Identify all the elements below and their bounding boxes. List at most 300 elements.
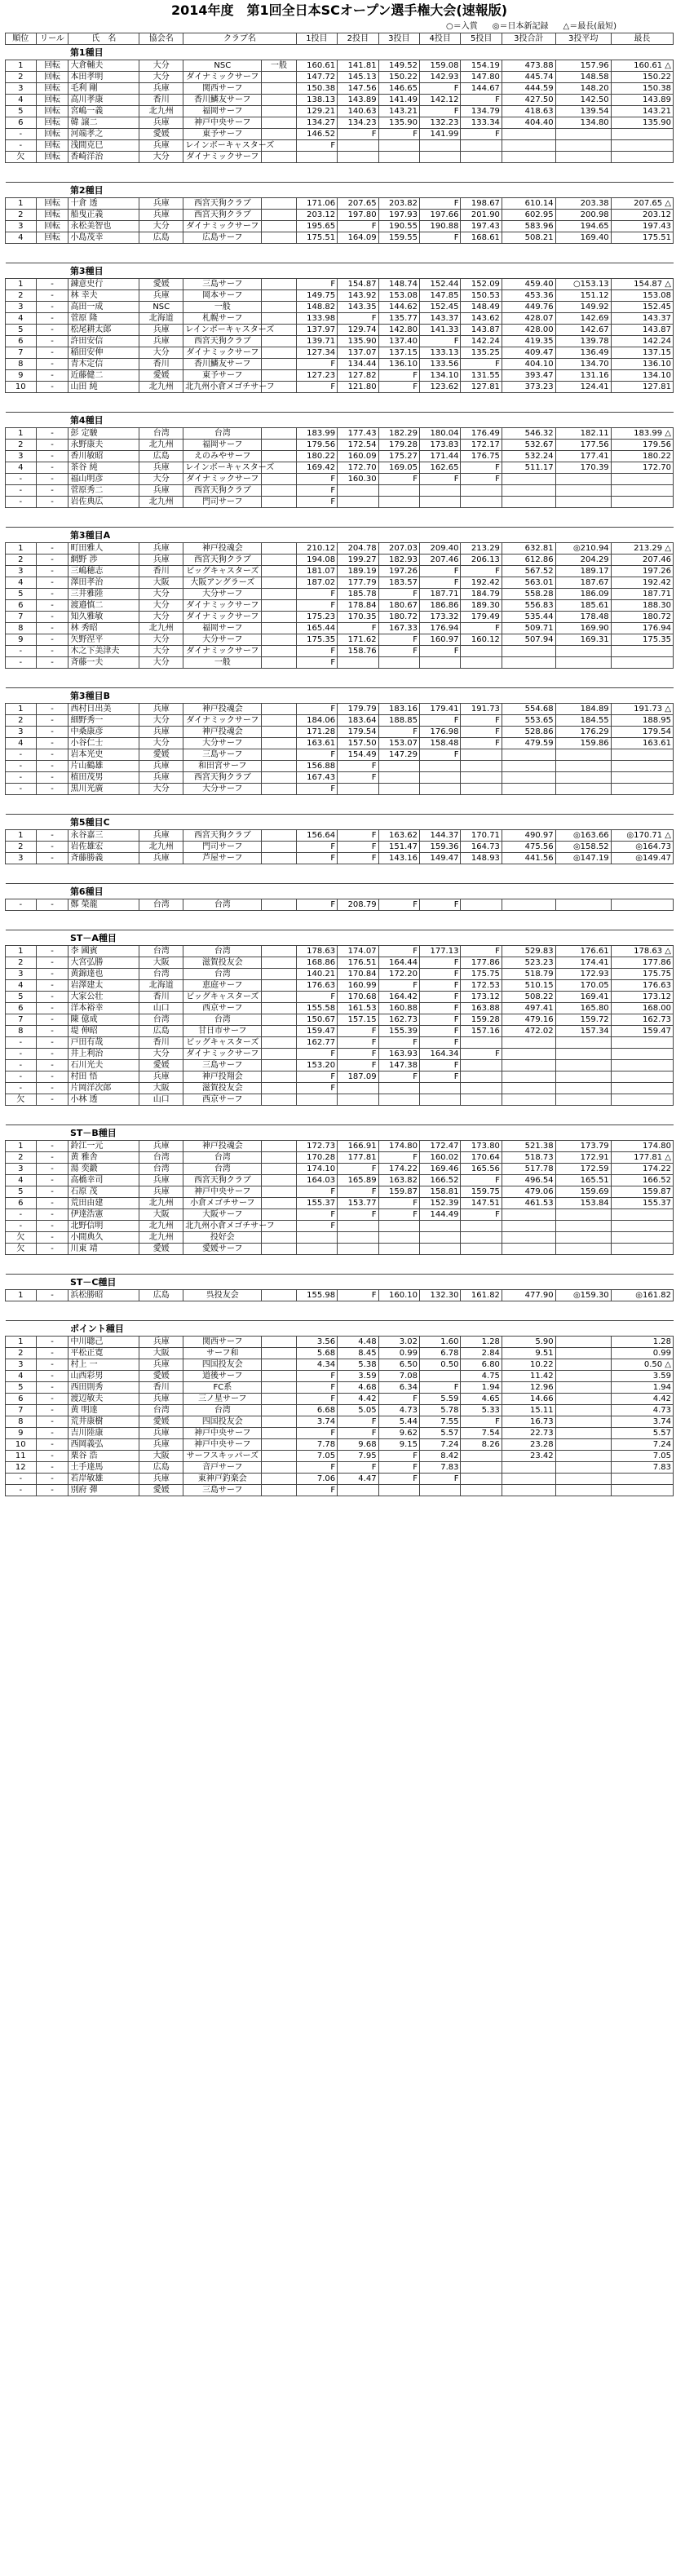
cell-col-11: 472.02 [502, 1026, 555, 1037]
cell-col-2: 河端孝之 [68, 129, 139, 140]
cell-col-1: - [36, 1405, 68, 1416]
cell-col-11 [502, 474, 555, 485]
cell-col-9: 132.23 [420, 117, 461, 129]
cell-col-7 [338, 485, 378, 497]
cell-col-5 [262, 1094, 296, 1106]
cell-col-10: 163.88 [461, 1003, 502, 1014]
cell-col-5 [262, 1060, 296, 1071]
cell-col-13: 166.52 [611, 1175, 673, 1186]
cell-col-9: 133.13 [420, 347, 461, 359]
cell-col-0: 1 [6, 198, 37, 210]
cell-col-9: F [420, 1382, 461, 1394]
cell-col-0: 1 [6, 1141, 37, 1152]
cell-col-9: 5.78 [420, 1405, 461, 1416]
cell-col-7: 4.47 [338, 1474, 378, 1485]
section-gap [6, 163, 674, 183]
cell-col-7: F [338, 842, 378, 853]
cell-col-10: F [461, 1209, 502, 1221]
cell-col-7: 174.07 [338, 946, 378, 957]
section-gap-cell [6, 911, 674, 930]
cell-col-7: 160.99 [338, 980, 378, 992]
cell-col-11: 602.95 [502, 210, 555, 221]
cell-col-2: 青木定信 [68, 359, 139, 370]
section-gap [6, 911, 674, 930]
header-average: 3投平均 [555, 33, 611, 45]
cell-col-5 [262, 72, 296, 83]
cell-col-1: - [36, 899, 68, 911]
cell-col-8: 172.20 [378, 969, 419, 980]
cell-col-6: F [296, 784, 337, 795]
cell-col-13: 162.73 [611, 1014, 673, 1026]
cell-col-12: 131.16 [555, 370, 611, 382]
cell-col-13: 163.61 [611, 738, 673, 749]
legend [5, 21, 674, 33]
cell-col-7 [338, 1485, 378, 1496]
cell-col-5 [262, 1186, 296, 1198]
cell-col-6: 146.52 [296, 129, 337, 140]
cell-col-6: F [296, 497, 337, 508]
cell-col-1: - [36, 1244, 68, 1255]
cell-col-11: 497.41 [502, 1003, 555, 1014]
cell-col-9: F [420, 1060, 461, 1071]
cell-col-3: 北九州 [139, 440, 183, 451]
cell-col-6: F [296, 589, 337, 600]
cell-col-2: 井上利治 [68, 1049, 139, 1060]
cell-col-6: 169.42 [296, 462, 337, 474]
section-header-spacer [6, 263, 68, 279]
cell-col-2: 黄錦達也 [68, 969, 139, 980]
cell-col-11: 459.40 [502, 279, 555, 290]
cell-col-5 [262, 727, 296, 738]
cell-col-5 [262, 623, 296, 634]
cell-col-6: 163.61 [296, 738, 337, 749]
cell-col-13 [611, 474, 673, 485]
cell-col-5 [262, 1026, 296, 1037]
cell-col-0: 欠 [6, 1094, 37, 1106]
cell-col-8: 183.57 [378, 577, 419, 589]
cell-col-5 [262, 1382, 296, 1394]
table-row [6, 451, 674, 462]
cell-col-12 [555, 1416, 611, 1428]
cell-col-12: 170.39 [555, 462, 611, 474]
cell-col-13 [611, 1474, 673, 1485]
cell-col-1: - [36, 1382, 68, 1394]
cell-col-1: - [36, 842, 68, 853]
cell-col-7: 135.90 [338, 336, 378, 347]
header-assoc: 協会名 [139, 33, 183, 45]
cell-col-10: F [461, 462, 502, 474]
cell-col-0: 2 [6, 72, 37, 83]
cell-col-5 [262, 957, 296, 969]
cell-col-3: 台湾 [139, 946, 183, 957]
cell-col-9: 152.45 [420, 302, 461, 313]
cell-col-10 [461, 1071, 502, 1083]
cell-col-1: - [36, 1060, 68, 1071]
cell-col-9: 7.83 [420, 1462, 461, 1474]
cell-col-12: 184.55 [555, 715, 611, 727]
cell-col-4: 台湾 [183, 1152, 262, 1164]
cell-col-13: 203.12 [611, 210, 673, 221]
table-row [6, 646, 674, 657]
cell-col-4: 神戸投魂会 [183, 704, 262, 715]
cell-col-12: 139.78 [555, 336, 611, 347]
section-title: ポイント種目 [68, 1321, 674, 1337]
cell-col-9 [420, 152, 461, 163]
cell-col-10: 165.56 [461, 1164, 502, 1175]
cell-col-3: 大分 [139, 221, 183, 232]
cell-col-10: 161.82 [461, 1290, 502, 1301]
cell-col-4: 門司サーフ [183, 842, 262, 853]
cell-col-9: 144.37 [420, 830, 461, 842]
cell-col-6: 127.23 [296, 370, 337, 382]
cell-col-3: 兵庫 [139, 1474, 183, 1485]
cell-col-5 [262, 1428, 296, 1439]
cell-col-11: 22.73 [502, 1428, 555, 1439]
cell-col-8: 142.80 [378, 325, 419, 336]
cell-col-13: 135.90 [611, 117, 673, 129]
cell-col-8: F [378, 1209, 419, 1221]
cell-col-3: 大阪 [139, 1451, 183, 1462]
cell-col-9: 143.37 [420, 313, 461, 325]
table-row [6, 325, 674, 336]
cell-col-1: - [36, 325, 68, 336]
table-row [6, 727, 674, 738]
cell-col-2: 浜松勝昭 [68, 1290, 139, 1301]
cell-col-11: 479.16 [502, 1014, 555, 1026]
cell-col-8 [378, 784, 419, 795]
cell-col-9 [420, 657, 461, 669]
cell-col-0: 1 [6, 1337, 37, 1348]
cell-col-13: 134.10 [611, 370, 673, 382]
cell-col-5 [262, 784, 296, 795]
cell-col-10: 173.80 [461, 1141, 502, 1152]
cell-col-4: 東予サーフ [183, 370, 262, 382]
cell-col-10: 1.28 [461, 1337, 502, 1348]
cell-col-5 [262, 359, 296, 370]
cell-col-8: 153.07 [378, 738, 419, 749]
cell-col-12: 142.67 [555, 325, 611, 336]
cell-col-5 [262, 715, 296, 727]
cell-col-3: 兵庫 [139, 1428, 183, 1439]
cell-col-6: 183.99 [296, 428, 337, 440]
cell-col-2: 岩佐雄宏 [68, 842, 139, 853]
cell-col-10 [461, 485, 502, 497]
cell-col-1: - [36, 347, 68, 359]
cell-col-8 [378, 1083, 419, 1094]
section-title: 第6種目 [68, 884, 674, 899]
cell-col-0: 8 [6, 1026, 37, 1037]
cell-col-13: ◎149.47 [611, 853, 673, 864]
cell-col-8: F [378, 980, 419, 992]
cell-col-12: 159.86 [555, 738, 611, 749]
cell-col-0: 2 [6, 715, 37, 727]
cell-col-13: 142.24 [611, 336, 673, 347]
cell-col-5 [262, 566, 296, 577]
cell-col-2: 韓 譲二 [68, 117, 139, 129]
cell-col-3: 愛媛 [139, 370, 183, 382]
cell-col-6: 7.06 [296, 1474, 337, 1485]
table-row [6, 72, 674, 83]
cell-col-1: - [36, 772, 68, 784]
cell-col-11 [502, 1060, 555, 1071]
cell-col-3: 兵庫 [139, 140, 183, 152]
cell-col-2: 永松美智也 [68, 221, 139, 232]
cell-col-0: - [6, 140, 37, 152]
table-row [6, 761, 674, 772]
cell-col-6: 155.37 [296, 1198, 337, 1209]
cell-col-5 [262, 969, 296, 980]
cell-col-6: F [296, 382, 337, 393]
cell-col-7: F [338, 1428, 378, 1439]
cell-col-6: 165.44 [296, 623, 337, 634]
cell-col-9: F [420, 1026, 461, 1037]
cell-col-6: 162.77 [296, 1037, 337, 1049]
cell-col-0: 12 [6, 1462, 37, 1474]
cell-col-7: 172.70 [338, 462, 378, 474]
cell-col-5 [262, 336, 296, 347]
cell-col-2: 西村日出美 [68, 704, 139, 715]
cell-col-8 [378, 485, 419, 497]
cell-col-8: 159.55 [378, 232, 419, 244]
cell-col-5 [262, 83, 296, 95]
cell-col-0: - [6, 1083, 37, 1094]
cell-col-5 [262, 657, 296, 669]
results-table [5, 33, 674, 1496]
cell-col-10: 157.16 [461, 1026, 502, 1037]
cell-col-6: F [296, 1485, 337, 1496]
cell-col-0: - [6, 1060, 37, 1071]
cell-col-5 [262, 899, 296, 911]
cell-col-6: F [296, 1186, 337, 1198]
cell-col-3: 兵庫 [139, 555, 183, 566]
cell-col-6: 184.06 [296, 715, 337, 727]
cell-col-4: 台湾 [183, 1164, 262, 1175]
cell-col-0: 2 [6, 210, 37, 221]
cell-col-2: 三嶋穂志 [68, 566, 139, 577]
table-row [6, 359, 674, 370]
cell-col-1: - [36, 589, 68, 600]
cell-col-7: 179.54 [338, 727, 378, 738]
cell-col-2: 大倉輔夫 [68, 60, 139, 72]
cell-col-13: 152.45 [611, 302, 673, 313]
table-row [6, 957, 674, 969]
cell-col-10 [461, 1083, 502, 1094]
cell-col-0: 7 [6, 612, 37, 623]
cell-col-5 [262, 1244, 296, 1255]
table-row [6, 1198, 674, 1209]
cell-col-2: 鄭 榮龍 [68, 899, 139, 911]
cell-col-9: 0.50 [420, 1359, 461, 1371]
cell-col-13: 7.05 [611, 1451, 673, 1462]
cell-col-4: 台湾 [183, 899, 262, 911]
cell-col-11: 428.00 [502, 325, 555, 336]
cell-col-12: 176.61 [555, 946, 611, 957]
cell-col-3: 愛媛 [139, 1416, 183, 1428]
cell-col-2: 十倉 透 [68, 198, 139, 210]
cell-col-0: - [6, 1221, 37, 1232]
cell-col-2: 大宮弘勝 [68, 957, 139, 969]
cell-col-7: 141.81 [338, 60, 378, 72]
cell-col-11: 453.36 [502, 290, 555, 302]
cell-col-13: 150.22 [611, 72, 673, 83]
section-header-spacer [6, 1275, 68, 1290]
cell-col-9: 173.83 [420, 440, 461, 451]
cell-col-8: F [378, 634, 419, 646]
section-gap-cell [6, 795, 674, 815]
cell-col-2: 平松正寛 [68, 1348, 139, 1359]
cell-col-6: 5.68 [296, 1348, 337, 1359]
cell-col-0: - [6, 474, 37, 485]
cell-col-2: 菅原秀二 [68, 485, 139, 497]
cell-col-9: F [420, 715, 461, 727]
cell-col-5 [262, 428, 296, 440]
cell-col-2: 矢野涅平 [68, 634, 139, 646]
cell-col-1: - [36, 497, 68, 508]
cell-col-10: 159.28 [461, 1014, 502, 1026]
cell-col-8: F [378, 646, 419, 657]
cell-col-5 [262, 1141, 296, 1152]
cell-col-0: - [6, 657, 37, 669]
cell-col-4: ビッグキャスターズ [183, 566, 262, 577]
cell-col-5 [262, 1359, 296, 1371]
cell-col-0: 7 [6, 347, 37, 359]
cell-col-13: 160.61 △ [611, 60, 673, 72]
cell-col-4: 三島サーフ [183, 279, 262, 290]
cell-col-1: - [36, 474, 68, 485]
cell-col-7: 121.80 [338, 382, 378, 393]
cell-col-6: F [296, 279, 337, 290]
cell-col-8: 163.93 [378, 1049, 419, 1060]
cell-col-7: 157.50 [338, 738, 378, 749]
cell-col-8: 146.65 [378, 83, 419, 95]
cell-col-6: 187.02 [296, 577, 337, 589]
cell-col-6: F [296, 657, 337, 669]
cell-col-0: - [6, 1071, 37, 1083]
cell-col-2: 知久雅敏 [68, 612, 139, 623]
cell-col-12 [555, 772, 611, 784]
section-gap [6, 508, 674, 528]
cell-col-4: ダイナミックサーフ [183, 612, 262, 623]
cell-col-10: 198.67 [461, 198, 502, 210]
cell-col-11: 554.68 [502, 704, 555, 715]
cell-col-7: 204.78 [338, 543, 378, 555]
cell-col-4: 西京サーフ [183, 1094, 262, 1106]
cell-col-8: 5.44 [378, 1416, 419, 1428]
cell-col-12: 142.69 [555, 313, 611, 325]
cell-col-10: 154.19 [461, 60, 502, 72]
cell-col-4: 音戸サーフ [183, 1462, 262, 1474]
cell-col-0: 2 [6, 1348, 37, 1359]
cell-col-11 [502, 784, 555, 795]
cell-col-0: 1 [6, 60, 37, 72]
cell-col-7: 154.87 [338, 279, 378, 290]
cell-col-1: - [36, 1371, 68, 1382]
cell-col-5 [262, 198, 296, 210]
cell-col-2: 渡辺敏夫 [68, 1394, 139, 1405]
cell-col-12 [555, 1451, 611, 1462]
cell-col-12: 200.98 [555, 210, 611, 221]
cell-col-9: 7.24 [420, 1439, 461, 1451]
section-gap [6, 795, 674, 815]
cell-col-6: 155.98 [296, 1290, 337, 1301]
cell-col-2: 高田一成 [68, 302, 139, 313]
cell-col-0: 4 [6, 577, 37, 589]
cell-col-2: 町田雅人 [68, 543, 139, 555]
cell-col-5 [262, 646, 296, 657]
cell-col-4: 三島サーフ [183, 1485, 262, 1496]
cell-col-11: 507.94 [502, 634, 555, 646]
cell-col-10: 172.17 [461, 440, 502, 451]
cell-col-3: NSC [139, 302, 183, 313]
table-row [6, 969, 674, 980]
cell-col-3: 大分 [139, 72, 183, 83]
cell-col-9: F [420, 957, 461, 969]
cell-col-0: 7 [6, 1405, 37, 1416]
section-gap [6, 669, 674, 688]
table-row [6, 899, 674, 911]
cell-col-2: 近藤健二 [68, 370, 139, 382]
cell-col-0: 2 [6, 290, 37, 302]
cell-col-2: 堤 伸昭 [68, 1026, 139, 1037]
cell-col-6: 7.78 [296, 1439, 337, 1451]
cell-col-12: ◎147.19 [555, 853, 611, 864]
cell-col-6: 164.03 [296, 1175, 337, 1186]
cell-col-5 [262, 313, 296, 325]
cell-col-0: 2 [6, 440, 37, 451]
cell-col-3: 兵庫 [139, 1175, 183, 1186]
cell-col-7: F [338, 1462, 378, 1474]
cell-col-7: 143.35 [338, 302, 378, 313]
cell-col-6: 181.07 [296, 566, 337, 577]
cell-col-1: - [36, 980, 68, 992]
cell-col-4: NSC [183, 60, 262, 72]
cell-col-6: F [296, 140, 337, 152]
cell-col-6: 4.34 [296, 1359, 337, 1371]
cell-col-3: 兵庫 [139, 1394, 183, 1405]
cell-col-2: 稲田安伸 [68, 347, 139, 359]
cell-col-4: ダイナミックサーフ [183, 474, 262, 485]
cell-col-3: 兵庫 [139, 830, 183, 842]
cell-col-12 [555, 1232, 611, 1244]
table-row [6, 1290, 674, 1301]
cell-col-10: 170.71 [461, 830, 502, 842]
cell-col-9: F [420, 474, 461, 485]
cell-col-7 [338, 1094, 378, 1106]
table-row [6, 1232, 674, 1244]
cell-col-4: サーフ和 [183, 1348, 262, 1359]
cell-col-6: F [296, 1394, 337, 1405]
cell-col-4: レインボーキャスターズ [183, 462, 262, 474]
cell-col-3: 香川 [139, 359, 183, 370]
cell-col-7: F [338, 1290, 378, 1301]
cell-col-12: 169.90 [555, 623, 611, 634]
cell-col-11: 477.90 [502, 1290, 555, 1301]
cell-col-4: 四国投友会 [183, 1416, 262, 1428]
table-row [6, 106, 674, 117]
cell-col-4: 神戸中央サーフ [183, 1186, 262, 1198]
cell-col-13 [611, 1485, 673, 1496]
cell-col-9: 158.48 [420, 738, 461, 749]
cell-col-13 [611, 485, 673, 497]
cell-col-9: 142.12 [420, 95, 461, 106]
cell-col-9: 8.42 [420, 1451, 461, 1462]
cell-col-10: 172.53 [461, 980, 502, 992]
cell-col-8: 207.03 [378, 543, 419, 555]
cell-col-8: 6.34 [378, 1382, 419, 1394]
cell-col-3: 兵庫 [139, 336, 183, 347]
cell-col-10 [461, 152, 502, 163]
cell-col-13 [611, 129, 673, 140]
